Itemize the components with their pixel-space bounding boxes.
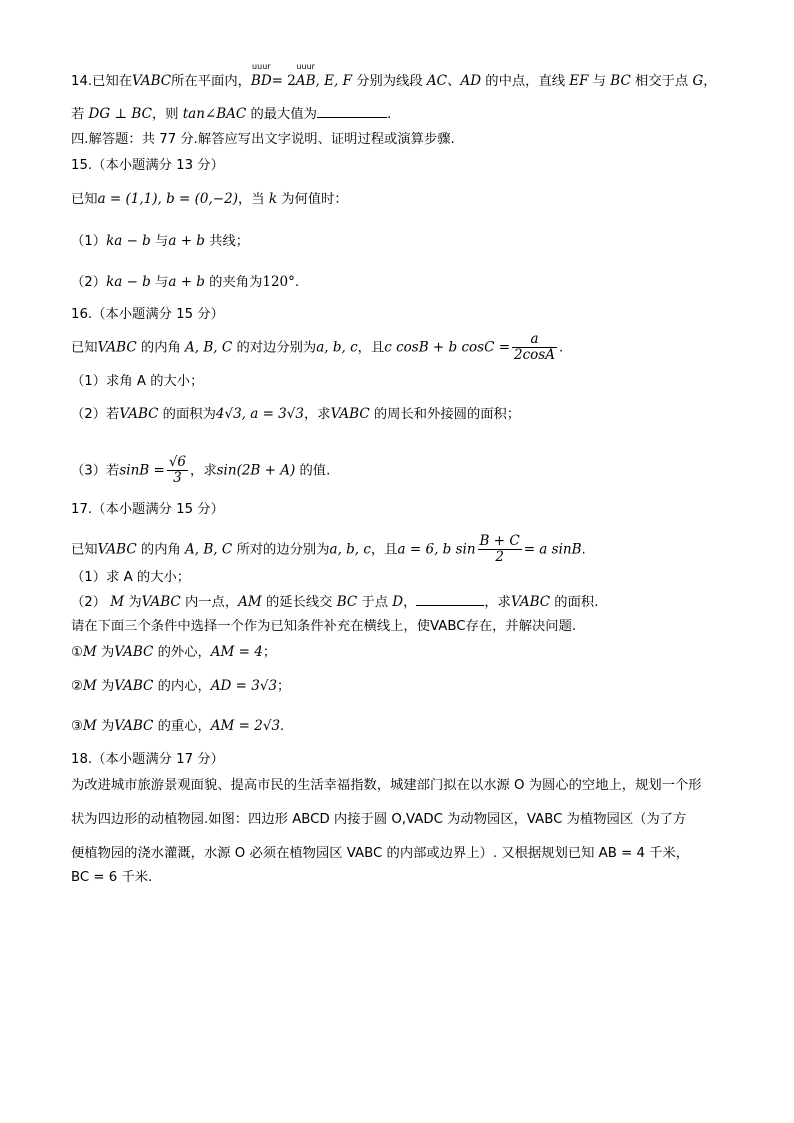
- q17-text: 的重心，: [153, 719, 211, 734]
- q16-angles: A, B, C: [185, 339, 233, 356]
- q17-condition-value: AD = 3√3: [210, 678, 278, 694]
- q16-text: 的周长和外接圆的面积；: [369, 407, 521, 422]
- q16-text: 的内角: [136, 340, 186, 356]
- q15-expression: ka − b: [106, 233, 151, 249]
- q17-point-d: D: [392, 594, 404, 610]
- q14-point-g: G: [692, 73, 704, 89]
- q15-text: ，当: [237, 192, 269, 207]
- q15-text: 的夹角为: [204, 275, 263, 290]
- q16-triangle: VABC: [330, 406, 370, 422]
- q17-condition-value: AM = 4: [210, 644, 263, 660]
- q15-intro: [71, 190, 348, 209]
- q14-text: 相交于点: [630, 74, 693, 89]
- q18-paragraph-line-2: 状为四边形的动植物园.如图：四边形 ABCD 内接于圆 O,VADC 为动物园区，VABC 为植物园区（为了方: [71, 812, 687, 827]
- q14-text: 与: [588, 74, 611, 89]
- q14-vector-ab: uuur AB: [295, 62, 316, 89]
- q17-point-m: M: [110, 594, 125, 610]
- q14-text: 的中点，直线: [481, 74, 570, 89]
- q16-text: 的值.: [295, 463, 331, 479]
- q16-triangle: VABC: [97, 339, 137, 356]
- q17-triangle: VABC: [141, 594, 181, 610]
- q16-text: ，且: [357, 340, 385, 356]
- q16-triangle: VABC: [119, 406, 159, 422]
- q16-fraction-denominator: 2cosA: [514, 347, 555, 363]
- q16-text: 的面积为: [158, 407, 216, 422]
- q15-text: 已知: [71, 192, 98, 207]
- q17-text: 内一点，: [180, 595, 239, 610]
- q17-text: .: [280, 719, 285, 734]
- q17-condition: = a sinB: [523, 541, 582, 558]
- q17-sides: a, b, c: [329, 541, 371, 558]
- q16-equation: c cosB + b cosC =: [384, 339, 511, 356]
- q14-condition: DG ⊥ BC: [88, 106, 152, 122]
- q14-text: .: [386, 107, 392, 122]
- q14-line-1: [71, 62, 717, 91]
- q16-text: 已知: [71, 340, 98, 356]
- q18-paragraph-line-1: 为改进城市旅游景观面貌、提高市民的生活幸福指数，城建部门拟在以水源 O 为圆心的空地上，规划一个形: [71, 778, 702, 793]
- q15-text: 与: [150, 275, 169, 290]
- q15-expression: a + b: [168, 233, 205, 249]
- q17-angles: A, B, C: [185, 541, 233, 558]
- q17-text: 所对的边分别为: [232, 542, 330, 558]
- q17-triangle: VABC: [114, 644, 154, 660]
- q17-condition-value: AM = 2√3: [210, 718, 281, 734]
- q14-line-ef: EF: [569, 73, 589, 89]
- q15-k: k: [268, 191, 277, 207]
- q15-text: 共线；: [204, 234, 250, 249]
- q15-text: 为何值时：: [277, 192, 348, 207]
- q14-line-bc: BC: [610, 73, 631, 89]
- q18-paragraph-line-3: 便植物园的浇水灌溉，水源 O 必须在植物园区 VABC 的内部或边界上）. 又根据规划已知 AB = 4 千米，: [71, 846, 690, 861]
- q17-text: ，且: [370, 542, 398, 558]
- q17-triangle: VABC: [510, 594, 551, 610]
- q16-sin-fraction: [167, 455, 188, 486]
- q15-expression: ka − b: [106, 274, 151, 290]
- q16-fraction-numerator: a: [512, 332, 557, 348]
- q14-segments: AC、AD: [426, 73, 482, 89]
- q17-answer-blank[interactable]: [416, 593, 484, 606]
- q17-option-marker: ③: [71, 719, 83, 734]
- q17-text: .: [581, 542, 586, 558]
- q15-part-1: [71, 232, 249, 251]
- q15-heading: 15.（本小题满分 13 分）: [71, 158, 224, 173]
- q17-point-m: M: [82, 678, 97, 694]
- q15-expression: a + b: [168, 274, 205, 290]
- q16-part-1: （1）求角 A 的大小；: [71, 374, 204, 389]
- q17-text: 的内角: [136, 542, 186, 558]
- q15-text: 与: [150, 234, 169, 249]
- q17-intro: [71, 534, 586, 565]
- q14-text: 分别为线段: [351, 74, 427, 89]
- q14-points-ef: , E, F: [315, 73, 352, 89]
- q14-text: 14.已知在: [71, 74, 133, 89]
- q17-point-m: M: [82, 644, 97, 660]
- q16-part-3: [71, 455, 330, 486]
- section-4-heading: 四.解答题：共 77 分.解答应写出文字说明、证明过程或演算步骤.: [71, 132, 455, 147]
- q15-part-number: （1）: [71, 234, 107, 249]
- q14-vector-bd: uuur BD: [250, 62, 272, 89]
- q16-text: ，求: [303, 407, 331, 422]
- q17-fraction-denominator: 2: [495, 549, 504, 565]
- q14-tan-expression: tan∠BAC: [182, 106, 247, 122]
- q17-text: （2）: [71, 595, 111, 610]
- q14-equals: = 2: [271, 73, 296, 89]
- q17-triangle: VABC: [114, 678, 154, 694]
- q16-given-values: 4√3, a = 3√3: [215, 406, 304, 422]
- q17-text: 的延长线交: [261, 595, 337, 610]
- q18-heading: 18.（本小题满分 17 分）: [71, 752, 224, 767]
- q17-choose-instruction: 请在下面三个条件中选择一个作为已知条件补充在横线上，使VABC存在，并解决问题.: [71, 619, 577, 634]
- q17-text: 已知: [71, 542, 98, 558]
- q18-paragraph-line-4: BC = 6 千米.: [71, 870, 153, 885]
- q15-text: .: [294, 275, 300, 290]
- q17-text: ；: [277, 679, 291, 694]
- q17-triangle: VABC: [97, 541, 137, 558]
- q17-condition: a = 6, b sin: [397, 541, 476, 558]
- q17-text: 的内心，: [153, 679, 211, 694]
- q17-triangle: VABC: [114, 718, 154, 734]
- q15-part-2: [71, 273, 299, 292]
- q17-part-1: （1）求 A 的大小；: [71, 570, 191, 585]
- q16-text: 的对边分别为: [232, 340, 317, 356]
- q17-text: 为: [124, 595, 142, 610]
- q16-heading: 16.（本小题满分 15 分）: [71, 307, 224, 322]
- q16-text: （3）若: [71, 463, 120, 479]
- q14-line-2: [71, 105, 391, 124]
- q17-fraction-numerator: B + C: [479, 533, 520, 549]
- q17-segment-am: AM: [238, 594, 262, 610]
- q17-part-2: [71, 593, 598, 612]
- q17-heading: 17.（本小题满分 15 分）: [71, 502, 224, 517]
- q17-text: 的面积.: [550, 595, 599, 610]
- q16-sin-b: sinB =: [119, 462, 165, 479]
- q16-sin-denominator: 3: [173, 470, 182, 486]
- q17-point-m: M: [82, 718, 97, 734]
- q15-part-number: （2）: [71, 275, 107, 290]
- q14-text: ，: [703, 74, 717, 89]
- q16-intro: [71, 332, 563, 363]
- q17-fraction: [478, 534, 522, 565]
- q14-triangle: VABC: [132, 73, 172, 89]
- q17-text: 为: [96, 719, 115, 734]
- q17-text: ，: [403, 595, 417, 610]
- q17-text: ，求: [484, 595, 511, 610]
- q17-segment-bc: BC: [336, 594, 358, 610]
- q17-option-marker: ①: [71, 645, 83, 660]
- q17-text: ；: [262, 645, 277, 660]
- q17-text: 为: [96, 679, 115, 694]
- q17-condition-3: [71, 717, 284, 736]
- q17-option-marker: ②: [71, 679, 83, 694]
- q14-text: 所在平面内，: [171, 74, 251, 89]
- q16-text: ，求: [190, 463, 217, 479]
- q17-condition-1: [71, 643, 276, 662]
- q16-sin-expression: sin(2B + A): [216, 462, 296, 479]
- q16-text: （2）若: [71, 407, 120, 422]
- q17-text: 为: [96, 645, 115, 660]
- q14-text: 的最大值为: [246, 107, 317, 122]
- q14-answer-blank[interactable]: [317, 105, 387, 118]
- q14-text: ，则: [151, 107, 183, 122]
- q15-angle: 120°: [262, 274, 295, 290]
- q15-vector-definition: a = (1,1), b = (0,−2): [97, 191, 238, 207]
- q17-text: 的外心，: [153, 645, 211, 660]
- q17-condition-2: [71, 677, 290, 696]
- q14-text: 若: [71, 107, 89, 122]
- q16-sides: a, b, c: [316, 339, 358, 356]
- q16-text: .: [558, 340, 564, 356]
- q16-sin-numerator: √6: [168, 454, 187, 470]
- q17-text: 于点: [357, 595, 393, 610]
- q16-part-2: [71, 405, 520, 424]
- q16-fraction: [512, 332, 557, 363]
